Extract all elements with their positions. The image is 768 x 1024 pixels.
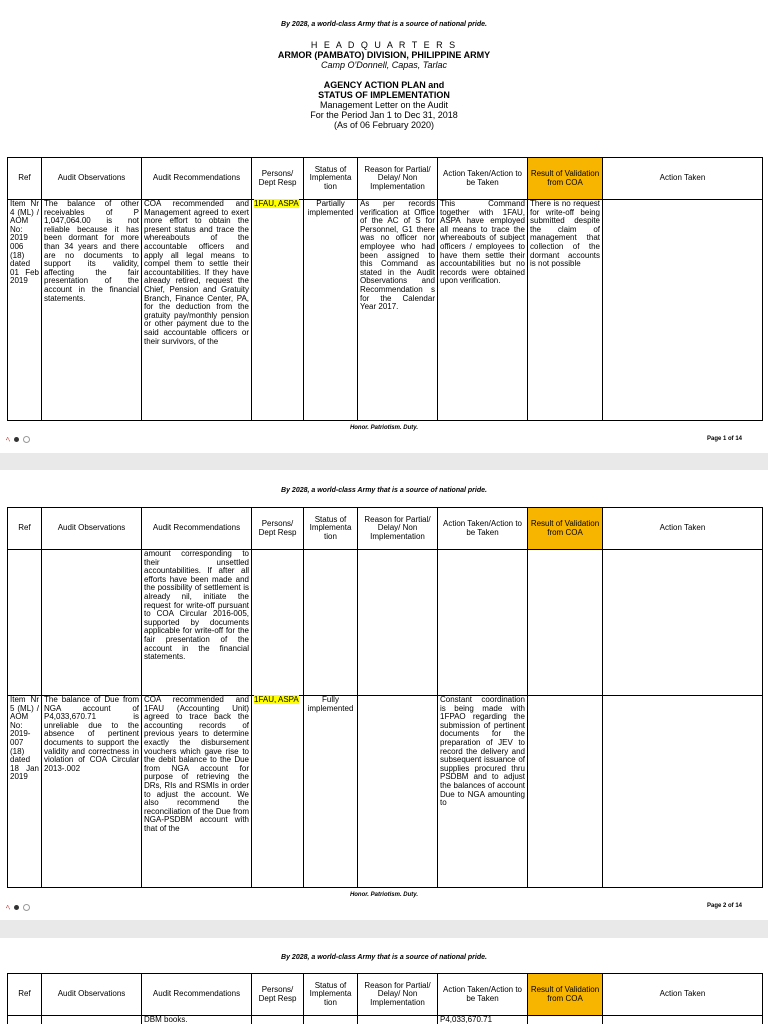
col-status: Status of Implementa tion [304,974,358,1016]
observation-cell [42,550,142,696]
document-subtitle-3: (As of 06 February 2020) [333,120,435,130]
recommendation-cell: COA recommended and 1FAU (Accounting Unit) agreed to trace back the accounting records of previous years to determine exactly the disbursement vouchers which gave rise to the debit balance to the Due from NGA account for purpose of retrieving the DRs, RIs and RSMIs in order to adjust the account. We also recommend the reconciliation of the Due from NGA-PSDBM account with that of the [142,696,252,888]
action-cell: Constant coordination is being made with 1FPAO regarding the submission of pertinent documents for the preparation of JEV to record the delivery and subsequent issuance of supplies procured thru PSDBM and to adjust the balances of account Due to NGA amounting to [438,696,528,888]
reason-cell [358,550,438,696]
table-header-row [8,974,763,1016]
page-3 [0,938,768,1024]
col-observations: Audit Observations [42,974,142,1016]
table-row [8,200,763,421]
action-taken-cell [603,200,763,421]
coa-cell [528,1016,603,1024]
recommendation-cell: COA recommended and Management agreed to exert more effort to obtain the present status and trace the whereabouts of the accountable officers and apply all legal means to compel them to settle their accountabilities. If they have already retired, request the Chief, Pension and Gratuity Branch, Finance Center, PA, for the deduction from the gratuity pay/monthly pension or other payment due to the said accountable officers or their survivors, of the [142,200,252,421]
action-cell: This Command together with 1FAU, ASPA have employed all means to trace the whereabouts of subject officers / employees to have them settle their accountabilities but no records were obtained upon verification. [438,200,528,421]
col-action: Action Taken/Action to be Taken [438,974,528,1016]
ref-cell [8,1016,42,1024]
page-1 [0,0,768,453]
footer-motto: Honor. Patriotism. Duty. [349,425,419,431]
col-action-taken: Action Taken [603,508,763,550]
persons-cell [252,1016,304,1024]
col-recommendations: Audit Recommendations [142,158,252,200]
reason-cell [358,1016,438,1024]
seal-icon [14,905,19,910]
col-action: Action Taken/Action to be Taken [438,508,528,550]
col-ref: Ref [8,508,42,550]
ring-icon [23,436,30,443]
coa-cell [528,550,603,696]
vision-motto: By 2028, a world-class Army that is a source of national pride. [281,954,487,961]
status-cell: Partially implemented [304,200,358,421]
page-number: Page 1 of 14 [706,436,742,442]
col-coa-validation: Result of Validation from COA [528,974,603,1016]
col-observations: Audit Observations [42,158,142,200]
col-ref: Ref [8,974,42,1016]
document-title-line2: STATUS OF IMPLEMENTATION [318,90,450,100]
page-number: Page 2 of 14 [706,903,742,909]
col-reason: Reason for Partial/ Delay/ Non Implementation [358,158,438,200]
col-action-taken: Action Taken [603,974,763,1016]
document-title-line1: AGENCY ACTION PLAN and [323,80,445,90]
persons-highlight: 1FAU, ASPA [254,199,299,208]
table-row [8,696,763,888]
table-header-row [8,158,763,200]
reason-cell: As per records verification at Office of the AC of S for Personnel, G1 there was no officer nor employee who had been assigned to this Command as stated in the Audit Observations and Recommendation s for the Calendar Year 2017. [358,200,438,421]
division-name: ARMOR (PAMBATO) DIVISION, PHILIPPINE ARMY [277,50,491,60]
col-persons: Persons/ Dept Resp [252,974,304,1016]
col-persons: Persons/ Dept Resp [252,508,304,550]
col-observations: Audit Observations [42,508,142,550]
status-cell: Fully implemented [304,696,358,888]
action-taken-cell [603,696,763,888]
table-row-continued [8,1016,763,1024]
document-subtitle-1: Management Letter on the Audit [319,100,449,110]
persons-cell [252,200,304,421]
ref-cell: Item Nr 5 (ML) / AOM No: 2019-007 (18) dated 18 Jan 2019 [8,696,42,888]
page-2 [0,470,768,920]
footer-logos [6,902,30,913]
document-subtitle-2: For the Period Jan 1 to Dec 31, 2018 [310,110,458,120]
table-row-continued [8,550,763,696]
observation-cell [42,1016,142,1024]
army-swoosh-icon: ﾍ [6,903,10,912]
camp-location: Camp O'Donnell, Capas, Tarlac [321,60,447,70]
coa-cell [528,696,603,888]
vision-motto: By 2028, a world-class Army that is a source of national pride. [281,487,487,494]
observation-cell: The balance of Due from NGA account of P4,033,670.71 is unreliable due to the absence of pertinent documents to support the validity and correctness in violation of COA Circular 2013-.002 [42,696,142,888]
recommendation-cell: amount corresponding to their unsettled accountabilities. If after all efforts have been made and the possibility of settlement is already nil, initiate the request for write-off pursuant to COA Circular 2016-005, supported by documents applicable for write-off for the fair presentation of the account in the financial statements. [142,550,252,696]
status-cell [304,1016,358,1024]
observation-cell: The balance of other receivables of P 1,047,064.00 is not reliable because it has been dormant for more than 34 years and there are no documents to support its validity, affecting the fair presentation of the account in the financial statements. [42,200,142,421]
col-reason: Reason for Partial/ Delay/ Non Implementation [358,508,438,550]
action-cell [438,550,528,696]
col-ref: Ref [8,158,42,200]
persons-cell [252,696,304,888]
action-plan-table-page1 [7,157,763,421]
ref-cell: Item Nr 4 (ML) / AOM No: 2019 006 (18) dated 01 Feb 2019 [8,200,42,421]
col-action-taken: Action Taken [603,158,763,200]
col-reason: Reason for Partial/ Delay/ Non Implementation [358,974,438,1016]
table-header-row [8,508,763,550]
coa-cell: There is no request for write-off being submitted despite the claim of management that collection of the dormant accounts is not possible [528,200,603,421]
action-taken-cell [603,1016,763,1024]
col-recommendations: Audit Recommendations [142,974,252,1016]
col-coa-validation: Result of Validation from COA [528,158,603,200]
vision-motto: By 2028, a world-class Army that is a source of national pride. [281,21,487,28]
reason-cell [358,696,438,888]
army-swoosh-icon: ﾍ [6,435,10,444]
action-plan-table-page3 [7,973,763,1024]
col-coa-validation: Result of Validation from COA [528,508,603,550]
persons-cell [252,550,304,696]
action-taken-cell [603,550,763,696]
col-status: Status of Implementa tion [304,508,358,550]
col-action: Action Taken/Action to be Taken [438,158,528,200]
status-cell [304,550,358,696]
ref-cell [8,550,42,696]
ring-icon [23,904,30,911]
footer-logos [6,434,30,445]
document-header [0,40,768,130]
headquarters-label: H E A D Q U A R T E R S [310,40,458,50]
col-status: Status of Implementa tion [304,158,358,200]
persons-highlight: 1FAU, ASPA [254,695,299,704]
recommendation-cell: DBM books. [142,1016,252,1024]
action-cell: P4,033,670.71 [438,1016,528,1024]
action-plan-table-page2 [7,507,763,888]
footer-motto: Honor. Patriotism. Duty. [349,892,419,898]
col-persons: Persons/ Dept Resp [252,158,304,200]
col-recommendations: Audit Recommendations [142,508,252,550]
seal-icon [14,437,19,442]
